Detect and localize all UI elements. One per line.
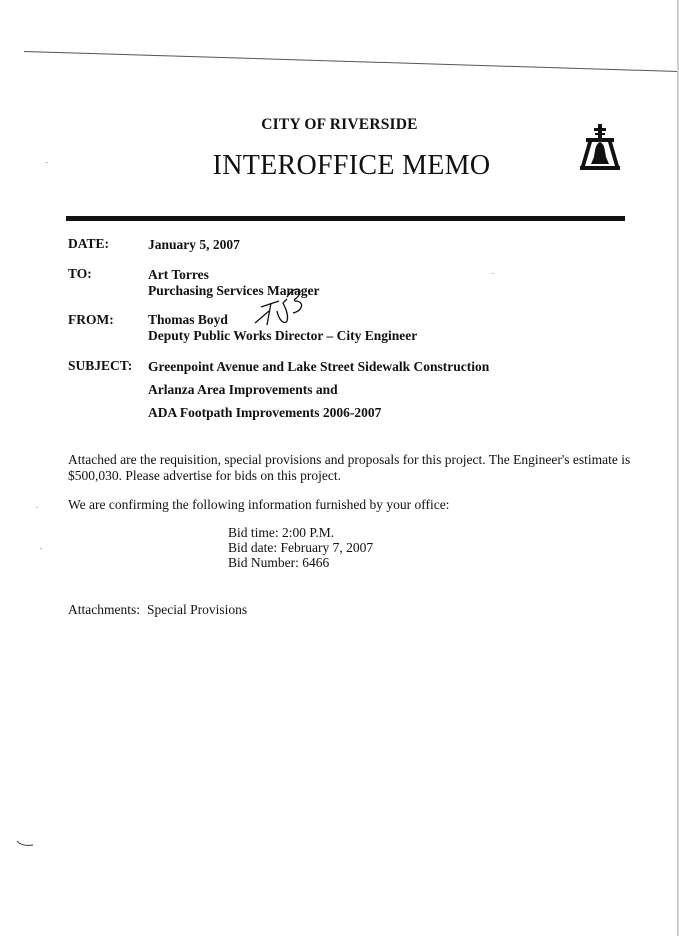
subject-label: SUBJECT:: [68, 358, 133, 373]
body-paragraph-line: Attached are the requisition, special provisions and proposals for this project. The Engineer's estimate is: [68, 452, 631, 467]
from-title: Deputy Public Works Director – City Engineer: [148, 328, 418, 343]
date-value: January 5, 2007: [148, 237, 240, 252]
subject-line: Greenpoint Avenue and Lake Street Sidewalk Construction: [148, 359, 490, 374]
subject-line: Arlanza Area Improvements and: [148, 382, 338, 397]
bid-number: Bid Number: 6466: [228, 555, 330, 570]
scan-speck: [36, 507, 38, 508]
scan-line: [24, 51, 679, 72]
attachments-label: Attachments:: [68, 602, 140, 617]
handwritten-initials-signature: [253, 277, 315, 329]
bid-time: Bid time: 2:00 P.M.: [228, 525, 335, 540]
to-label: TO:: [68, 266, 92, 281]
to-name: Art Torres: [148, 267, 209, 282]
memo-title: INTEROFFICE MEMO: [212, 150, 491, 181]
from-label: FROM:: [68, 312, 114, 327]
organization-name: CITY OF RIVERSIDE: [261, 116, 418, 133]
date-label: DATE:: [68, 236, 110, 251]
bid-date: Bid date: February 7, 2007: [228, 540, 374, 555]
scan-speck: [40, 548, 42, 549]
bell-tower-icon: [578, 122, 622, 172]
from-name: Thomas Boyd: [148, 312, 228, 327]
body-paragraph-line: $500,030. Please advertise for bids on this project.: [68, 468, 341, 483]
attachments-value: Special Provisions: [147, 602, 248, 617]
body-paragraph: We are confirming the following information furnished by your office:: [68, 497, 450, 512]
scan-speck: [492, 273, 494, 274]
to-title: Purchasing Services Manager: [148, 283, 320, 298]
scan-mark: [16, 840, 34, 848]
subject-line: ADA Footpath Improvements 2006-2007: [148, 405, 382, 420]
header-divider: [66, 216, 625, 221]
